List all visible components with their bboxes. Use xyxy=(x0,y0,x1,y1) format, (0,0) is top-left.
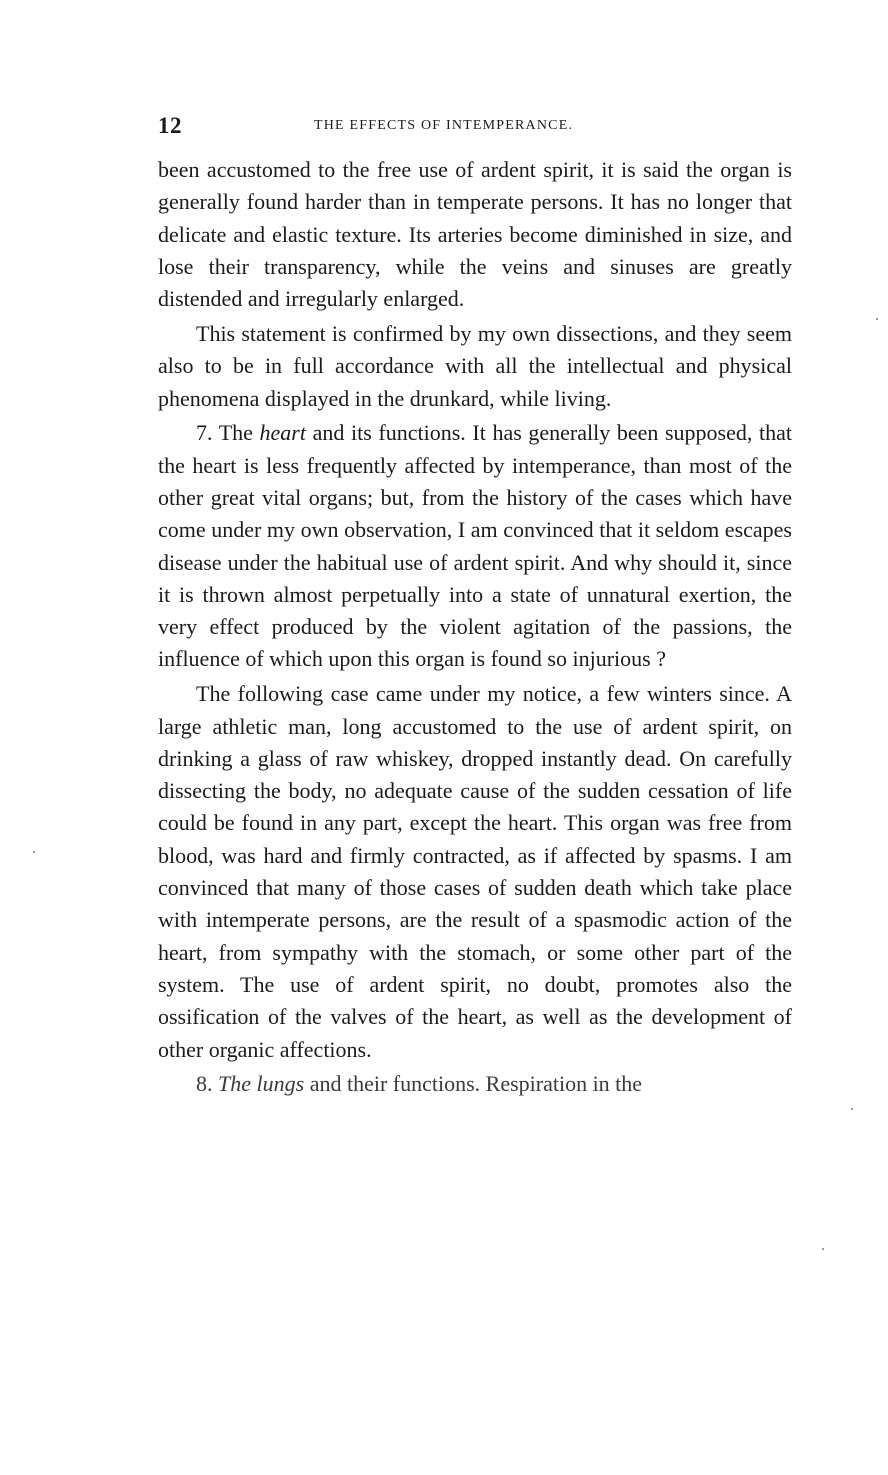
section-topic: The lungs xyxy=(218,1071,305,1097)
paragraph-lungs xyxy=(158,1068,792,1097)
paper-speck xyxy=(851,1108,853,1110)
paragraph-dissections xyxy=(158,318,792,415)
paragraph-heart xyxy=(158,417,792,675)
paper-speck xyxy=(876,318,878,320)
paragraph-case xyxy=(158,678,792,1066)
body-text xyxy=(158,154,792,1100)
paragraph-text: been accustomed to the free use of ardent spirit, it is said the organ is generally found harder than in temperate persons. It has no longer that delicate and elastic texture. Its arteries become diminished in size, and lose their transparency, while the veins and sinuses are greatly distended and irregularly enlarged. xyxy=(158,157,792,312)
section-number: 8. xyxy=(196,1071,218,1097)
paper-speck xyxy=(33,851,35,853)
paragraph-text: The following case came under my notice, a few winters since. A large athletic man, long accustomed to the use of ardent spirit, on drinking a glass of raw whiskey, dropped instantly dead. On carefully dissecting the body, no adequate cause of the sudden cessation of life could be found in any part, except the heart. This organ was free from blood, was hard and firmly contracted, as if affected by spasms. I am convinced that many of those cases of sudden death which take place with intemperate persons, are the result of a spasmodic action of the heart, from sympathy with the stomach, or some other part of the system. The use of ardent spirit, no doubt, promotes also the ossification of the valves of the heart, as well as the development of other organic affections. xyxy=(158,681,792,1062)
paragraph-text: and their functions. Respiration in the xyxy=(304,1071,643,1097)
running-header xyxy=(158,113,792,143)
paragraph-text: and its functions. It has generally been supposed, that the heart is less frequently affected by intemperance, than most of the other great vital organs; but, from the history of the cases which have come under my own observation, I am convinced that it seldom escapes disease under the habitual use of ardent spirit. And why should it, since it is thrown almost perpetually into a state of unnatural exertion, the very effect produced by the violent agitation of the passions, the influence of which upon this organ is found so injurious ? xyxy=(158,420,792,672)
page-number: 12 xyxy=(158,113,182,138)
section-number: 7. The xyxy=(196,420,260,446)
section-topic: heart xyxy=(259,420,306,446)
paper-speck xyxy=(822,1248,824,1250)
paragraph-text: This statement is confirmed by my own dissections, and they seem also to be in full accordance with all the intellectual and physical phenomena displayed in the drunkard, while living. xyxy=(158,320,792,411)
paragraph-continuation xyxy=(158,154,792,315)
running-title: THE EFFECTS OF INTEMPERANCE. xyxy=(314,118,574,133)
